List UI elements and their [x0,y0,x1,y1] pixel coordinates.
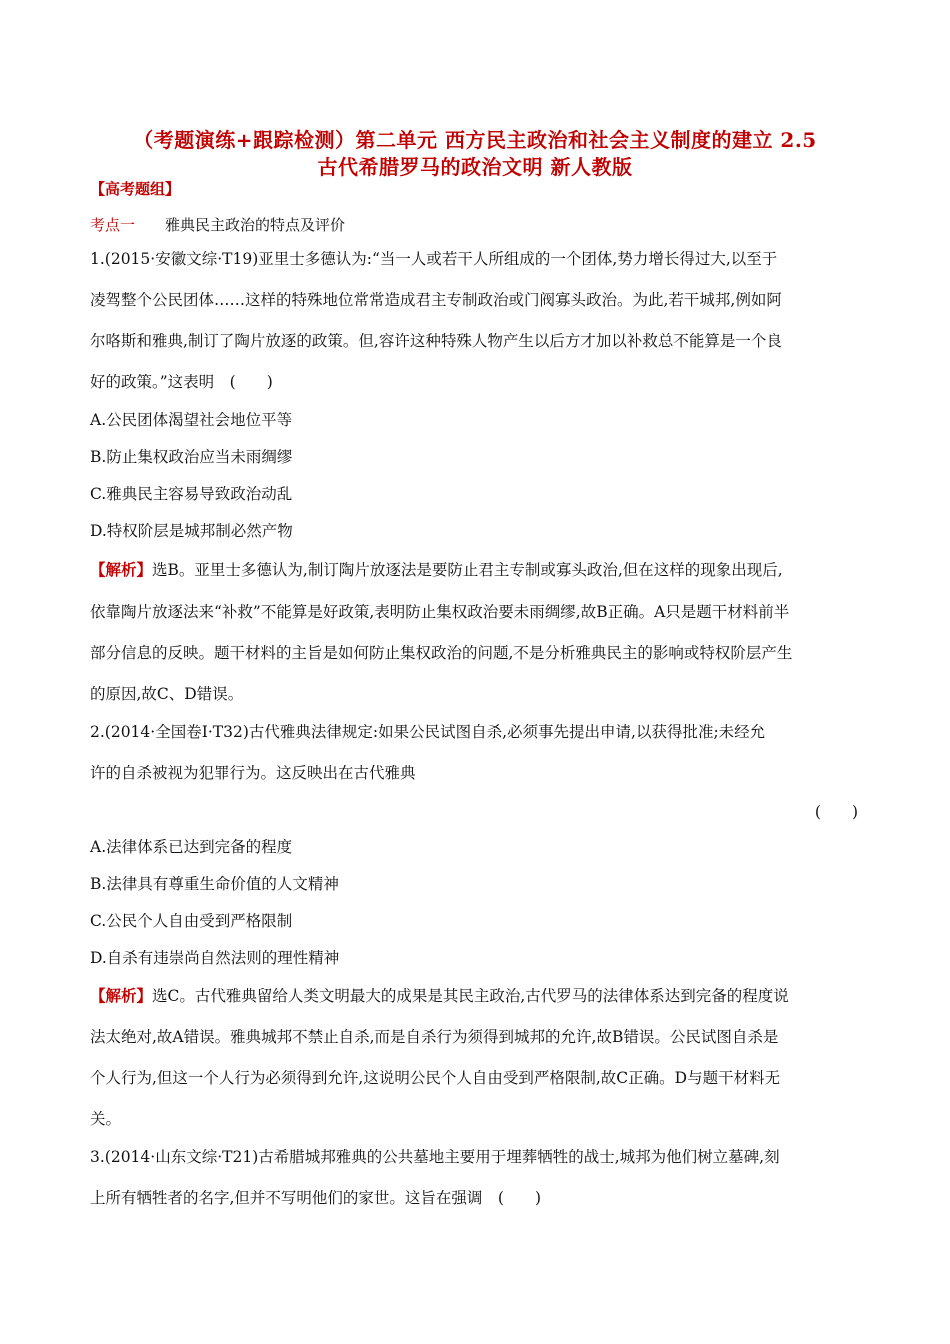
q1-stem-line: 好的政策。”这表明 ( ) [90,373,273,391]
q3-stem-line: 3.(2014·山东文综·T21)古希腊城邦雅典的公共墓地主要用于埋葬牺牲的战士,城邦为他们树立墓碑,刻 [90,1148,780,1166]
q1-option-a: A.公民团体渴望社会地位平等 [90,411,293,429]
q2-analysis-line [90,986,789,1006]
q2-analysis-text: 选C。古代雅典留给人类文明最大的成果是其民主政治,古代罗马的法律体系达到完备的程度说 [152,987,789,1005]
q1-analysis-line: 的原因,故C、D错误。 [90,685,244,703]
q2-option-a: A.法律体系已达到完备的程度 [90,838,293,856]
q2-stem-line: 许的自杀被视为犯罪行为。这反映出在古代雅典 [90,764,416,782]
section-tag: 【高考题组】 [90,180,181,198]
q2-analysis-line: 个人行为,但这一个人行为必须得到允许,这说明公民个人自由受到严格限制,故C正确。D与题干材料无 [90,1069,781,1087]
q2-analysis-line: 法太绝对,故A错误。雅典城邦不禁止自杀,而是自杀行为须得到城邦的允许,故B错误。公民试图自杀是 [90,1028,779,1046]
q1-analysis-text: 选B。亚里士多德认为,制订陶片放逐法是要防止君主专制或寡头政治,但在这样的现象出现后, [152,561,783,579]
analysis-tag: 【解析】 [90,986,153,1005]
q1-analysis-line: 依靠陶片放逐法来“补救”不能算是好政策,表明防止集权政治要未雨绸缪,故B正确。A只是题干材料前半 [90,603,790,621]
analysis-tag: 【解析】 [90,560,153,579]
q3-stem-line: 上所有牺牲者的名字,但并不写明他们的家世。这旨在强调 ( ) [90,1189,542,1207]
exam-point-text: 雅典民主政治的特点及评价 [165,216,346,234]
q1-stem-line: 凌驾整个公民团体……这样的特殊地位常常造成君主专制政治或门阀寡头政治。为此,若干城邦,例如阿 [90,291,782,309]
q1-option-d: D.特权阶层是城邦制必然产物 [90,522,293,540]
exam-point-heading [90,214,345,235]
q2-stem-line: 2.(2014·全国卷Ⅰ·T32)古代雅典法律规定:如果公民试图自杀,必须事先提出申请,以获得批准;未经允 [90,723,766,741]
document-title-line2: 古代希腊罗马的政治文明 新人教版 [317,155,633,179]
q1-option-c: C.雅典民主容易导致政治动乱 [90,485,293,503]
q2-option-c: C.公民个人自由受到严格限制 [90,912,293,930]
document-title-line1: （考题演练+跟踪检测）第二单元 西方民主政治和社会主义制度的建立 2.5 [133,128,817,152]
q1-analysis-line: 部分信息的反映。题干材料的主旨是如何防止集权政治的问题,不是分析雅典民主的影响或特权阶层产生 [90,644,793,662]
q2-answer-bracket: ( ) [814,803,858,821]
q2-option-b: B.法律具有尊重生命价值的人文精神 [90,875,339,893]
q1-option-b: B.防止集权政治应当未雨绸缪 [90,448,293,466]
q1-stem-line: 1.(2015·安徽文综·T19)亚里士多德认为:“当一人或若干人所组成的一个团体,势力增长得过大,以至于 [90,250,778,268]
q2-analysis-line: 关。 [90,1110,122,1128]
q1-stem-line: 尔咯斯和雅典,制订了陶片放逐的政策。但,容许这种特殊人物产生以后方才加以补救总不能算是一个良 [90,332,782,350]
q1-analysis-line [90,560,783,580]
q2-option-d: D.自杀有违崇尚自然法则的理性精神 [90,949,340,967]
exam-point-label: 考点一 [90,216,136,234]
